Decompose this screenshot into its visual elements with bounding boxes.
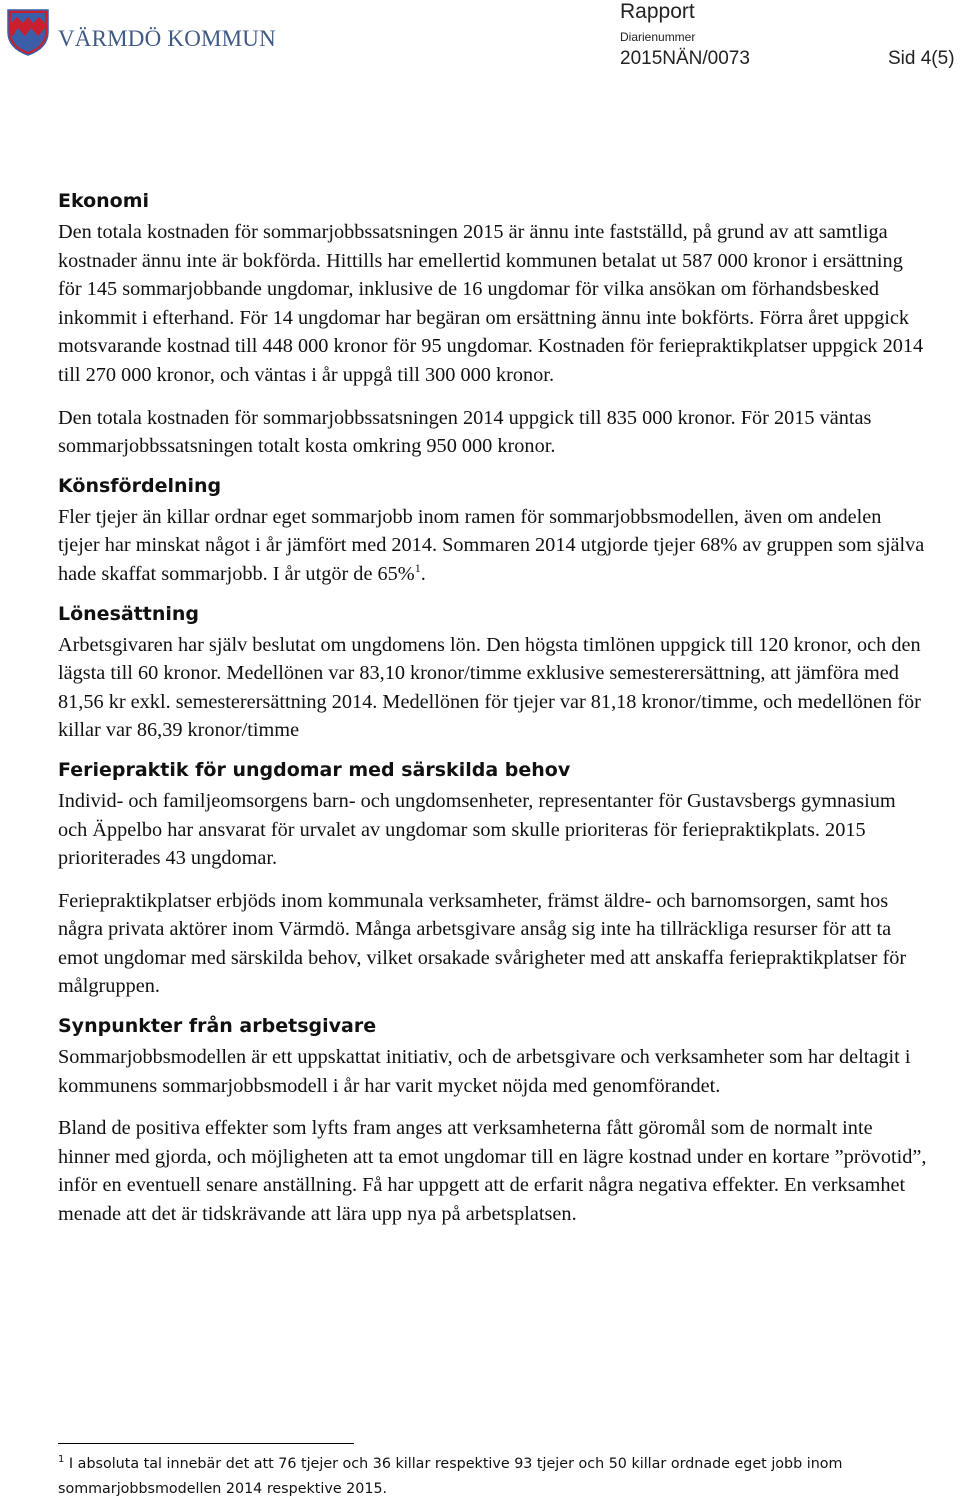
section-lonesattning: [58, 603, 928, 745]
paragraph: Den totala kostnaden för sommarjobbssatsningen 2014 uppgick till 835 000 kronor. För 2015 väntas sommarjobbssatsningen totalt kosta omkring 950 000 kronor.: [58, 406, 872, 458]
footnote: [58, 1452, 938, 1502]
paragraph: Den totala kostnaden för sommarjobbssatsningen 2015 är ännu inte fastställd, på grund av att samtliga kostnader ännu inte är bokförda. Hittills har emellertid kommunen betalat ut 587 000 kronor i ersättning för 145 sommarjobbande ungdomar, inklusive de 16 ungdomar för vilka ansökan om förhandsbesked inkommit i efterhand. För 14 ungdomar har begäran om ersättning ännu inte bokförts. Förra året uppgick motsvarande kostnad till 448 000 kronor för 95 ungdomar. Kostnaden för feriepraktikplatser uppgick 2014 till 270 000 kronor, och väntas i år uppgå till 300 000 kronor.: [58, 221, 924, 386]
footnote-number: 1: [58, 1454, 65, 1466]
section-konsfordelning: [58, 475, 928, 589]
footnote-divider: [58, 1443, 354, 1444]
footnote-text: I absoluta tal innebär det att 76 tjejer och 36 killar respektive 93 tjejer och 50 killar ordnade eget jobb inom sommarjobbsmodellen 2014 respektive 2015.: [58, 1456, 843, 1497]
paragraph-end: .: [420, 562, 426, 585]
footnote-ref: 1: [414, 561, 421, 576]
paragraph: Feriepraktikplatser erbjöds inom kommunala verksamheter, främst äldre- och barnomsorgen, samt hos några privata aktörer inom Värmdö. Många arbetsgivare ansåg sig inte ha tillräckliga resurser för att ta emot ungdomar med särskilda behov, vilket orsakade svårigheter med att anskaffa feriepraktikplatser för målgruppen.: [58, 889, 907, 998]
section-heading: Synpunkter från arbetsgivare: [58, 1015, 377, 1038]
page-header: [0, 0, 960, 80]
paragraph: Sommarjobbsmodellen är ett uppskattat initiativ, och de arbetsgivare och verksamheter som har deltagit i kommunens sommarjobbsmodell i år har varit mycket nöjda med genomförandet.: [58, 1046, 911, 1097]
diarie-number: 2015NÄN/0073: [620, 48, 750, 69]
section-heading: Ekonomi: [58, 190, 150, 212]
diarie-label: Diarienummer: [620, 30, 696, 44]
page-number: Sid 4(5): [888, 48, 955, 69]
paragraph-text: Fler tjejer än killar ordnar eget sommarjobb inom ramen för sommarjobbsmodellen, även om andelen tjejer har minskat något i år jämfört med 2014. Sommaren 2014 utgjorde tjejer 68% av gruppen som själva hade skaffat sommarjobb. I år utgör de 65%: [58, 505, 925, 585]
paragraph: [58, 503, 928, 589]
document-type: Rapport: [620, 0, 695, 23]
report-body: [58, 190, 928, 1243]
section-heading: Könsfördelning: [58, 474, 222, 497]
section-feriepraktik: [58, 759, 928, 1001]
section-synpunkter: [58, 1015, 928, 1229]
municipality-logo: [6, 8, 276, 56]
shield-logo-icon: [6, 8, 50, 56]
paragraph: Arbetsgivaren har själv beslutat om ungdomens lön. Den högsta timlönen uppgick till 120 kronor, och den lägsta till 60 kronor. Medellönen var 83,10 kronor/timme exklusive semesterersättning, att jämföra med 81,56 kr exkl. semesterersättning 2014. Medellönen för tjejer var 81,18 kronor/timme, och medellönen för killar var 86,39 kronor/timme: [58, 633, 921, 742]
section-heading: Lönesättning: [58, 602, 200, 625]
paragraph: Bland de positiva effekter som lyfts fram anges att verksamheterna fått göromål som de normalt inte hinner med gjorda, och möjligheten att ta emot ungdomar till en lägre kostnad under en kortare ”prövotid”, inför en eventuell senare anställning. Få har uppgett att de erfarit några negativa effekter. En verksamhet menade att det är tidskrävande att lära upp nya på arbetsplatsen.: [58, 1117, 927, 1226]
section-heading: Feriepraktik för ungdomar med särskilda behov: [58, 758, 571, 781]
section-ekonomi: [58, 190, 928, 461]
org-name: VÄRMDÖ KOMMUN: [58, 26, 276, 51]
paragraph: Individ- och familjeomsorgens barn- och ungdomsenheter, representanter för Gustavsbergs gymnasium och Äppelbo har ansvarat för urvalet av ungdomar som skulle prioriteras för feriepraktikplats. 2015 prioriterades 43 ungdomar.: [58, 789, 896, 870]
